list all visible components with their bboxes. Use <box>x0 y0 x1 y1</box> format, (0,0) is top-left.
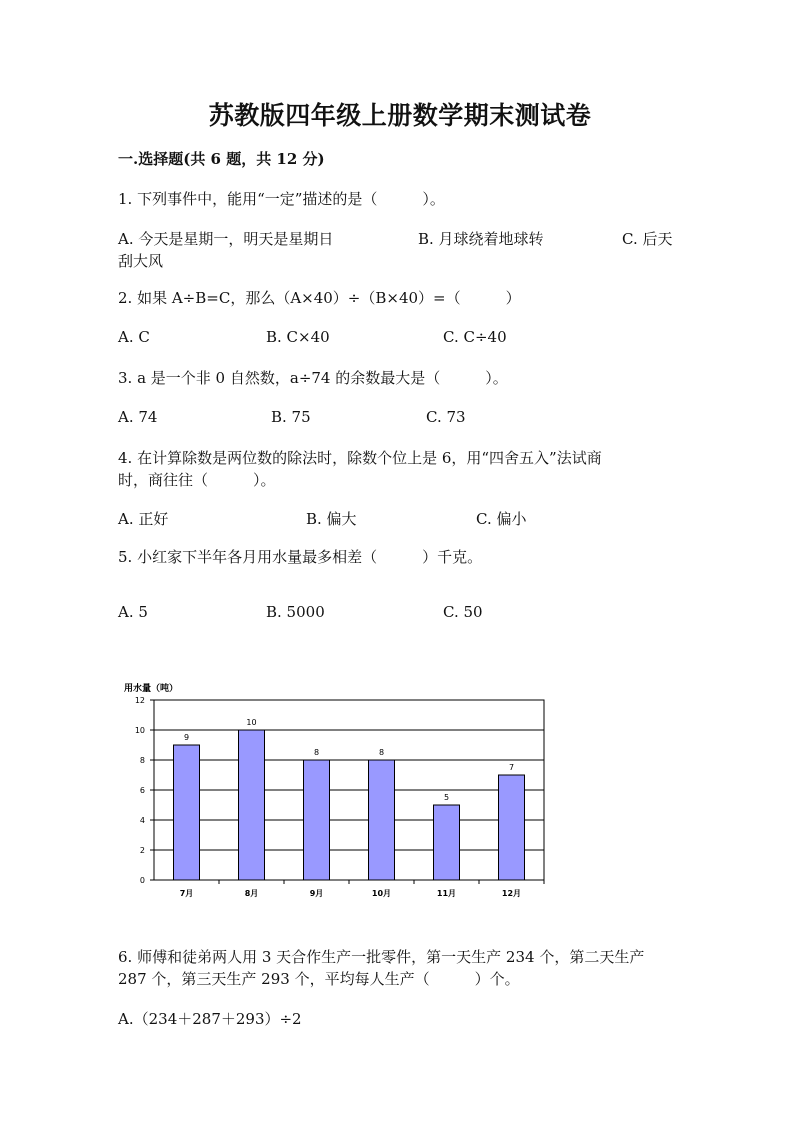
question-1-stem: 1. 下列事件中，能用“一定”描述的是（ ）。 <box>118 190 445 208</box>
question-4-stem-continued: 时，商往往（ ）。 <box>118 471 276 489</box>
question-6-stem: 6. 师傅和徒弟两人用 3 天合作生产一批零件，第一天生产 234 个，第二天生产 <box>118 948 645 966</box>
x-tick-label: 11月 <box>436 889 457 898</box>
question-2-option-c[interactable]: C. C÷40 <box>443 328 507 346</box>
y-tick-label: 12 <box>134 696 145 705</box>
bar-value-label: 5 <box>443 793 450 802</box>
question-5-option-b[interactable]: B. 5000 <box>266 603 325 621</box>
question-6-option-a[interactable]: A.（234＋287＋293）÷2 <box>118 1010 302 1028</box>
x-tick-label: 10月 <box>371 889 392 898</box>
question-4-option-a[interactable]: A. 正好 <box>118 510 169 528</box>
question-1-option-c[interactable]: C. 后天 <box>622 230 673 248</box>
bar <box>239 730 265 880</box>
y-tick-label: 10 <box>134 726 145 735</box>
question-6-stem-continued: 287 个，第三天生产 293 个，平均每人生产（ ）个。 <box>118 970 520 988</box>
x-tick-label: 12月 <box>501 889 522 898</box>
question-1-option-c-continued: 刮大风 <box>118 252 164 270</box>
question-1-option-a[interactable]: A. 今天是星期一，明天是星期日 <box>118 230 334 248</box>
y-tick-label: 4 <box>139 816 145 825</box>
question-1-option-b[interactable]: B. 月球绕着地球转 <box>418 230 544 248</box>
x-tick-label: 7月 <box>179 889 194 898</box>
question-5-stem: 5. 小红家下半年各月用水量最多相差（ ）千克。 <box>118 548 483 566</box>
question-3-option-a[interactable]: A. 74 <box>118 408 158 426</box>
bar-value-label: 8 <box>313 748 320 757</box>
y-tick-label: 6 <box>139 786 145 795</box>
question-4-option-b[interactable]: B. 偏大 <box>306 510 357 528</box>
bar-value-label: 8 <box>378 748 385 757</box>
question-4-stem: 4. 在计算除数是两位数的除法时，除数个位上是 6，用“四舍五入”法试商 <box>118 449 602 467</box>
bar <box>304 760 330 880</box>
y-axis-title: 用水量（吨） <box>124 684 179 694</box>
water-usage-bar-chart <box>118 680 558 910</box>
bar <box>499 775 525 880</box>
question-4-option-c[interactable]: C. 偏小 <box>476 510 527 528</box>
question-3-option-c[interactable]: C. 73 <box>426 408 466 426</box>
question-3-stem: 3. a 是一个非 0 自然数，a÷74 的余数最大是（ ）。 <box>118 369 508 387</box>
bar-value-label: 10 <box>246 718 257 727</box>
section-heading: 一.选择题(共 6 题，共 12 分) <box>118 150 325 168</box>
x-tick-label: 8月 <box>244 889 259 898</box>
bar <box>174 745 200 880</box>
bar-value-label: 7 <box>508 763 515 772</box>
question-2-option-a[interactable]: A. C <box>118 328 150 346</box>
x-tick-label: 9月 <box>309 889 324 898</box>
y-tick-label: 8 <box>139 756 145 765</box>
y-tick-label: 2 <box>139 846 145 855</box>
question-2-stem: 2. 如果 A÷B=C，那么（A×40）÷（B×40）=（ ） <box>118 289 521 307</box>
page-title: 苏教版四年级上册数学期末测试卷 <box>208 101 592 130</box>
bar-value-label: 9 <box>183 733 190 742</box>
y-tick-label: 0 <box>139 876 145 885</box>
bar <box>434 805 460 880</box>
question-3-option-b[interactable]: B. 75 <box>271 408 311 426</box>
question-5-option-a[interactable]: A. 5 <box>118 603 148 621</box>
question-5-option-c[interactable]: C. 50 <box>443 603 483 621</box>
bar <box>369 760 395 880</box>
question-2-option-b[interactable]: B. C×40 <box>266 328 330 346</box>
